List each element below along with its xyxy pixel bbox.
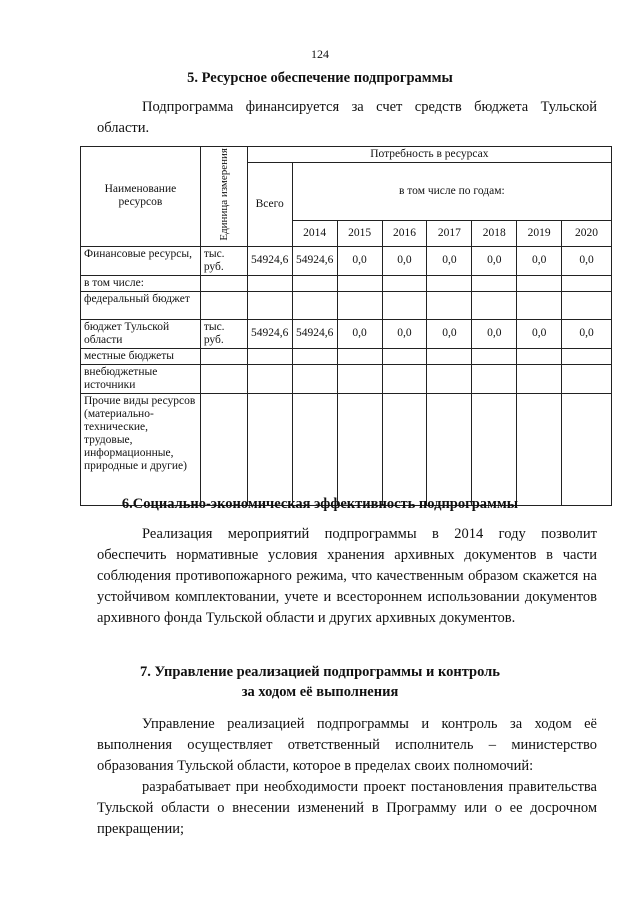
header-year: 2019	[517, 220, 562, 246]
row-year-value	[472, 275, 517, 291]
row-year-value	[382, 348, 427, 364]
row-year-value: 0,0	[562, 319, 612, 348]
row-year-value: 0,0	[382, 246, 427, 275]
row-unit: тыс. руб.	[200, 319, 247, 348]
row-year-value: 0,0	[472, 246, 517, 275]
row-year-value: 0,0	[382, 319, 427, 348]
row-total: 54924,6	[247, 246, 292, 275]
row-year-value	[427, 348, 472, 364]
table-row	[81, 348, 612, 364]
header-year: 2016	[382, 220, 427, 246]
section-5-intro: Подпрограмма финансируется за счет средств бюджета Тульской области.	[97, 99, 597, 136]
section-7-text-2: разрабатывает при необходимости проект постановления правительства Тульской области о внесении изменений в Программу или о ее досрочном прекращении;	[97, 779, 597, 837]
row-unit: тыс. руб.	[200, 246, 247, 275]
header-year: 2017	[427, 220, 472, 246]
row-year-value	[292, 275, 337, 291]
header-unit: Единица измерения	[200, 147, 247, 247]
row-total	[247, 393, 292, 505]
header-year: 2018	[472, 220, 517, 246]
row-year-value	[292, 393, 337, 505]
row-year-value: 0,0	[337, 319, 382, 348]
row-year-value: 0,0	[562, 246, 612, 275]
row-year-value	[382, 291, 427, 319]
row-year-value	[517, 291, 562, 319]
row-year-value	[427, 291, 472, 319]
table-row	[81, 246, 612, 275]
resources-table	[80, 146, 612, 506]
row-year-value	[562, 364, 612, 393]
header-total: Всего	[247, 163, 292, 247]
header-year: 2014	[292, 220, 337, 246]
row-year-value: 0,0	[337, 246, 382, 275]
row-year-value	[337, 348, 382, 364]
row-unit	[200, 348, 247, 364]
row-year-value	[427, 364, 472, 393]
row-total	[247, 348, 292, 364]
row-year-value	[562, 275, 612, 291]
section-7-title-line-1: 7. Управление реализацией подпрограммы и контроль	[140, 664, 500, 680]
row-year-value	[517, 393, 562, 505]
section-6-text: Реализация мероприятий подпрограммы в 2014 году позволит обеспечить нормативные условия хранения архивных документов в части соблюдения противопожарного режима, что качественным образом скажется на устойчивом комплектовании, учете и всестороннем использовании документов архивного фонда Тульской области и других архивных документов.	[97, 526, 597, 626]
row-year-value	[292, 364, 337, 393]
row-unit	[200, 291, 247, 319]
section-5-title: 5. Ресурсное обеспечение подпрограммы	[187, 70, 453, 86]
row-name: в том числе:	[81, 275, 201, 291]
row-name: бюджет Тульской области	[81, 319, 201, 348]
row-year-value: 0,0	[427, 246, 472, 275]
table-row	[81, 393, 612, 505]
row-year-value	[337, 364, 382, 393]
table-row	[81, 364, 612, 393]
row-year-value	[427, 393, 472, 505]
header-year: 2020	[562, 220, 612, 246]
row-year-value	[562, 348, 612, 364]
row-year-value	[382, 275, 427, 291]
row-name: федеральный бюджет	[81, 291, 201, 319]
row-year-value: 0,0	[427, 319, 472, 348]
row-year-value	[337, 393, 382, 505]
row-year-value	[292, 348, 337, 364]
table-row	[81, 319, 612, 348]
row-year-value	[472, 393, 517, 505]
row-total	[247, 291, 292, 319]
row-year-value	[562, 291, 612, 319]
row-year-value: 0,0	[517, 319, 562, 348]
row-year-value: 54924,6	[292, 246, 337, 275]
row-unit	[200, 364, 247, 393]
header-row-1	[81, 147, 612, 163]
header-name: Наименование ресурсов	[81, 147, 201, 247]
row-name: Прочие виды ресурсов (материально-технические, трудовые, информационные, природные и другие)	[81, 393, 201, 505]
row-year-value	[382, 364, 427, 393]
row-year-value: 0,0	[517, 246, 562, 275]
row-total: 54924,6	[247, 319, 292, 348]
row-name: местные бюджеты	[81, 348, 201, 364]
row-year-value	[382, 393, 427, 505]
row-name: внебюджетные источники	[81, 364, 201, 393]
row-total	[247, 275, 292, 291]
row-year-value	[292, 291, 337, 319]
row-name: Финансовые ресурсы,	[81, 246, 201, 275]
row-year-value	[472, 364, 517, 393]
row-year-value	[472, 348, 517, 364]
section-6-title: 6.Социально-экономическая эффективность подпрограммы	[121, 496, 519, 512]
row-year-value	[517, 364, 562, 393]
row-year-value	[472, 291, 517, 319]
row-year-value	[427, 275, 472, 291]
table-row	[81, 275, 612, 291]
row-year-value: 0,0	[472, 319, 517, 348]
row-year-value: 54924,6	[292, 319, 337, 348]
row-unit	[200, 275, 247, 291]
section-7-title-line-2: за ходом её выполнения	[241, 684, 399, 700]
row-year-value	[517, 275, 562, 291]
header-by-years: в том числе по годам:	[292, 163, 611, 221]
header-need: Потребность в ресурсах	[247, 147, 611, 163]
row-total	[247, 364, 292, 393]
page-number: 124	[311, 47, 329, 61]
header-year: 2015	[337, 220, 382, 246]
table-row	[81, 291, 612, 319]
row-year-value	[337, 275, 382, 291]
row-year-value	[562, 393, 612, 505]
section-7-text-1: Управление реализацией подпрограммы и контроль за ходом её выполнения осуществляет ответственный исполнитель – министерство образования Тульской области, которое в пределах своих полномочий:	[97, 716, 597, 774]
row-year-value	[517, 348, 562, 364]
row-year-value	[337, 291, 382, 319]
row-unit	[200, 393, 247, 505]
